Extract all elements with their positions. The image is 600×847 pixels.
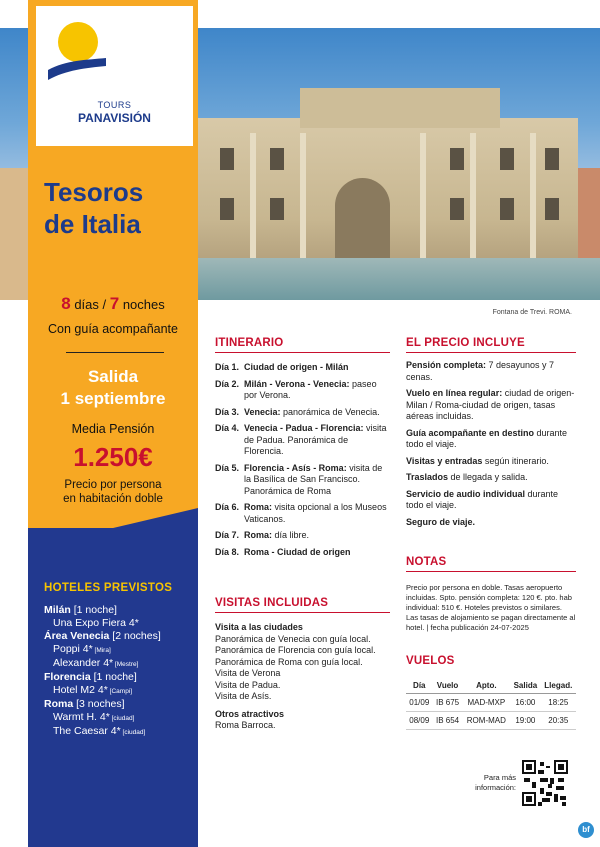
flights-header-row <box>406 678 576 694</box>
qr-label <box>470 773 516 793</box>
price-note-line1: Precio por persona <box>64 479 162 491</box>
visits-cities-title: Visita a las ciudades <box>215 622 303 632</box>
photo-window <box>500 148 514 170</box>
includes-title: EL PRECIO INCLUYE <box>406 337 525 349</box>
itinerary-day-label: Día 6. <box>215 502 240 512</box>
hotel-city-group <box>44 671 194 698</box>
hotels-list <box>44 604 194 739</box>
photo-window <box>545 198 559 220</box>
itinerary-day-route: Roma: <box>244 530 273 540</box>
hotel-item <box>44 617 194 630</box>
itinerary-day-text <box>244 463 390 498</box>
notes-rule <box>406 571 576 572</box>
itinerary-list <box>215 362 390 563</box>
hotel-location: [Campi] <box>107 688 133 695</box>
flight-cell: IB 675 <box>433 694 463 712</box>
hotel-stars: 4* <box>79 643 93 655</box>
nights-label: noches <box>119 297 165 312</box>
includes-item <box>406 517 576 529</box>
trip-title-line1: Tesoros <box>44 177 144 207</box>
hotel-city-name: Roma <box>44 698 74 710</box>
flight-cell: 18:25 <box>541 694 576 712</box>
departure-value: 1 septiembre <box>60 389 166 408</box>
flight-cell: 16:00 <box>510 694 540 712</box>
hotel-name: The Caesar <box>53 725 108 737</box>
visits-rule <box>215 612 390 613</box>
hotel-location: [ciudad] <box>120 729 146 736</box>
flight-row <box>406 694 576 712</box>
includes-rule <box>406 352 576 353</box>
itinerary-day-text <box>244 423 390 458</box>
itinerary-day-detail: panorámica de Venecia. <box>280 406 380 417</box>
includes-item-title: Vuelo en línea regular: <box>406 388 503 398</box>
itinerary-day-text <box>244 502 390 525</box>
itinerary-day-label: Día 8. <box>215 546 240 557</box>
itinerary-day <box>215 379 390 402</box>
flight-cell: ROM-MAD <box>463 712 511 730</box>
itinerary-day-text <box>244 362 349 374</box>
flights-header-cell: Salida <box>510 678 540 694</box>
itinerary-day-detail: visita opcional a los Museos Vaticanos. <box>244 502 387 524</box>
visits-list <box>215 622 390 732</box>
guide-note: Con guía acompañante <box>48 322 178 336</box>
hotel-stars: 4* <box>125 617 139 629</box>
hotel-item <box>44 643 194 657</box>
qr-label-line1: Para más <box>483 773 516 782</box>
hotel-name: Hotel M2 <box>53 684 96 696</box>
itinerary-day-route: Venecia: <box>244 406 281 417</box>
hotel-stars: 4* <box>95 684 108 696</box>
includes-item <box>406 472 576 484</box>
itinerary-day <box>215 362 390 374</box>
itinerary-day-label: Día 4. <box>215 423 240 433</box>
hotel-city-nights: [1 noche] <box>90 671 137 683</box>
departure-label: Salida <box>87 367 139 386</box>
itinerary-day-label: Día 2. <box>215 378 240 389</box>
includes-item <box>406 428 576 451</box>
flight-cell: IB 654 <box>433 712 463 730</box>
price-note-line2: en habitación doble <box>63 493 163 505</box>
itinerary-day <box>215 547 390 559</box>
photo-window <box>545 148 559 170</box>
itinerary-day <box>215 463 390 498</box>
itinerary-day <box>215 502 390 525</box>
logo-brand-text: PANAVISIÓN <box>78 111 151 125</box>
itinerary-day-label: Día 7. <box>215 530 240 540</box>
itinerary-day-text <box>244 530 309 542</box>
includes-item-title: Visitas y entradas <box>406 455 483 466</box>
notes-text: Precio por persona en doble. Tasas aeropuerto incluidas. Spto. pensión completa: 120 €. pto. hab individual: 510 €. Hoteles previstos o similares. Las tasas de alojamiento se pagan directamente al hotel. | fecha publicación 24-07-2025 <box>406 583 576 632</box>
itinerary-day-route: Venecia - Padua - Florencia: <box>244 423 364 433</box>
itinerary-day <box>215 423 390 458</box>
notes-title: NOTAS <box>406 556 447 568</box>
photo-window <box>450 148 464 170</box>
divider <box>66 352 164 353</box>
itinerary-title: ITINERARIO <box>215 337 284 349</box>
visits-cities <box>215 634 390 703</box>
itinerary-day-label: Día 5. <box>215 462 240 473</box>
includes-item-text: durante todo el viaje. <box>406 427 568 449</box>
itinerary-day <box>215 530 390 542</box>
includes-item <box>406 489 576 512</box>
hotel-item <box>44 684 194 698</box>
includes-list <box>406 360 576 533</box>
hotel-city-nights: [3 noches] <box>73 698 125 710</box>
photo-caption: Fontana de Trevi. ROMA. <box>492 309 572 316</box>
flights-title: VUELOS <box>406 655 455 667</box>
hotel-stars: 4* <box>96 711 110 723</box>
hotel-city-group <box>44 630 194 671</box>
flight-row <box>406 712 576 730</box>
itinerary-day-route: Florencia - Asís - Roma: <box>244 462 347 473</box>
includes-item-title: Guía acompañante en destino <box>406 427 535 438</box>
includes-item-title: Seguro de viaje. <box>406 516 476 527</box>
hotel-city-name: Área Venecia <box>44 630 110 642</box>
flight-cell: 20:35 <box>541 712 576 730</box>
days-number: 8 <box>61 294 71 313</box>
swoosh-logo-icon <box>46 56 108 84</box>
photo-attic <box>300 88 500 128</box>
hotel-location: [Mestre] <box>113 661 139 668</box>
hotel-city <box>44 698 194 711</box>
hotel-item <box>44 711 194 725</box>
visits-other: Roma Barroca. <box>215 720 276 730</box>
trip-duration <box>28 294 198 314</box>
logo-tours-text: TOURS <box>97 100 132 110</box>
includes-item-title: Pensión completa: <box>406 360 487 370</box>
photo-window <box>450 198 464 220</box>
includes-item-text: ciudad de origen-Milan / Roma-ciudad de origen, tasas aéreas incluidas. <box>406 388 575 421</box>
qr-code-icon[interactable] <box>522 760 568 806</box>
flights-header-cell: Apto. <box>463 678 511 694</box>
itinerary-day-route: Ciudad de origen - Milán <box>244 362 349 372</box>
hotels-title: HOTELES PREVISTOS <box>44 582 173 594</box>
hotel-city-group <box>44 698 194 739</box>
itinerary-day-label: Día 1. <box>215 362 240 372</box>
visit-item: Panorámica de Roma con guía local. <box>215 656 363 667</box>
hotel-name: Una Expo Fiera <box>53 617 126 629</box>
visits-title: VISITAS INCLUIDAS <box>215 597 329 609</box>
visit-item: Panorámica de Venecia con guía local. <box>215 633 371 644</box>
hotel-city <box>44 630 194 643</box>
qr-label-line2: información: <box>475 783 516 792</box>
hotel-item <box>44 725 194 739</box>
itinerary-day-detail: visita de la Basílica de San Francisco. Panorámica de Roma <box>244 462 383 496</box>
flights-header-cell: Vuelo <box>433 678 463 694</box>
visit-item: Visita de Asís. <box>215 691 272 701</box>
itinerary-day-text <box>244 379 390 402</box>
visit-item: Panorámica de Florencia con guía local. <box>215 645 376 655</box>
includes-item-text: durante todo el viaje. <box>406 488 559 510</box>
itinerary-day-detail: visita de Padua. Panorámica de Florencia. <box>244 423 387 456</box>
hotel-location: [ciudad] <box>109 715 135 722</box>
photo-window <box>220 148 234 170</box>
hotel-location: [Mira] <box>92 647 111 654</box>
photo-window <box>220 198 234 220</box>
itinerary-day-route: Milán - Verona - Venecia: <box>244 378 350 389</box>
flight-cell: 08/09 <box>406 712 433 730</box>
nights-number: 7 <box>109 294 120 313</box>
trip-title <box>44 176 194 240</box>
hotel-city <box>44 671 194 684</box>
itinerary-day-detail: paseo por Verona. <box>244 378 377 400</box>
includes-item-title: Traslados <box>406 472 449 482</box>
hotel-item <box>44 657 194 671</box>
photo-window <box>500 198 514 220</box>
flight-cell: MAD-MXP <box>463 694 511 712</box>
price-note <box>28 478 198 506</box>
visit-item: Visita de Verona <box>215 668 281 678</box>
includes-item-text: de llegada y salida. <box>448 472 528 482</box>
hotel-city-name: Florencia <box>44 671 91 683</box>
hotel-city-name: Milán <box>44 604 71 616</box>
hotel-city <box>44 604 194 617</box>
hotel-city-nights: [2 noches] <box>109 630 161 642</box>
days-label: días / <box>70 297 110 312</box>
flights-header-cell: Llegad. <box>541 678 576 694</box>
board-type: Media Pensión <box>71 422 155 436</box>
flight-cell: 01/09 <box>406 694 433 712</box>
visit-item: Visita de Padua. <box>215 679 281 690</box>
visits-other-title: Otros atractivos <box>215 708 285 719</box>
itinerary-day-label: Día 3. <box>215 406 240 417</box>
hotel-name: Warmt H. <box>53 711 97 723</box>
photo-central-arch <box>335 178 390 268</box>
hotel-stars: 4* <box>107 725 121 737</box>
photo-fountain-basin <box>198 258 600 300</box>
includes-item-text: 7 desayunos y 7 cenas. <box>406 360 555 382</box>
itinerary-day <box>215 407 390 419</box>
price: 1.250€ <box>73 442 153 472</box>
itinerary-day-text <box>244 547 351 559</box>
flight-cell: 19:00 <box>510 712 540 730</box>
departure-date <box>28 366 198 410</box>
itinerary-rule <box>215 352 390 353</box>
photo-window <box>270 198 284 220</box>
includes-item <box>406 388 576 423</box>
bf-badge-icon: bf <box>578 822 594 838</box>
itinerary-day-detail: día libre. <box>272 530 310 540</box>
itinerary-day-route: Roma - Ciudad de origen <box>244 546 351 557</box>
hotel-city-group <box>44 604 194 630</box>
hotel-stars: 4* <box>100 657 114 669</box>
itinerary-day-route: Roma: <box>244 502 273 512</box>
hotel-city-nights: [1 noche] <box>70 604 117 616</box>
photo-window <box>270 148 284 170</box>
hotel-name: Alexander <box>53 657 101 669</box>
includes-item <box>406 360 576 383</box>
includes-item-title: Servicio de audio individual <box>406 488 526 499</box>
flights-table <box>406 678 576 730</box>
includes-item <box>406 456 576 468</box>
trip-title-line2: de Italia <box>44 209 141 239</box>
flights-header-cell: Día <box>406 678 433 694</box>
itinerary-day-text <box>244 407 380 419</box>
includes-item-text: según itinerario. <box>482 455 549 466</box>
hotel-name: Poppi <box>53 643 80 655</box>
